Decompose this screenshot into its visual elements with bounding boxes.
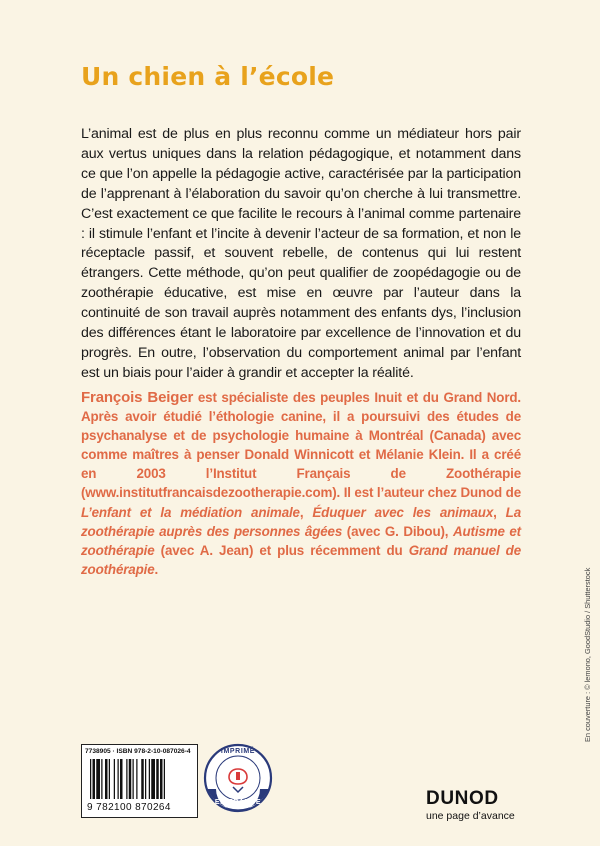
author-bio-text: est spécialiste des peuples Inuit et du Grand Nord. Après avoir étudié l’éthologie canine, il a poursuivi des études de psychanalyse et de psychologie humaine à Montréal (Canada) avec comme maîtres à penser Donald Winnicott et Mélanie Klein. Il a créé en 2003 l’Institut Français de Zoothérapie (www.institutfrancaisdezootherapie.com). Il est l’auteur chez Dunod de	[81, 390, 521, 501]
author-bio: François Beiger est spécialiste des peuples Inuit et du Grand Nord. Après avoir étudié l’éthologie canine, il a poursuivi des études de psychanalyse et de psychologie humaine à Montréal (Canada) avec comme maîtres à penser Donald Winnicott et Mélanie Klein. Il a créé en 2003 l’Institut Français de Zoothérapie (www.institutfrancaisdezootherapie.com). Il est l’auteur chez Dunod de L’enfant et la médiation animale, Éduquer avec les animaux, La zoothérapie auprès des personnes âgées (avec G. Dibou), Autisme et zoothérapie (avec A. Jean) et plus récemment du Grand manuel de zoothérapie.	[81, 389, 521, 577]
book-title-1: L’enfant et la médiation animale	[81, 504, 300, 520]
badge-bottom-text: EN FRANCE	[214, 799, 262, 806]
book-title-2: Éduquer avec les animaux	[312, 504, 494, 520]
publisher-logo: DUNOD	[426, 788, 499, 809]
book-title-4: Autisme et zoothérapie	[81, 523, 521, 558]
barcode-icon	[90, 759, 190, 803]
barcode-box	[81, 744, 198, 818]
publisher-tagline: une page d’avance	[426, 810, 515, 822]
author-name: François Beiger	[81, 389, 194, 406]
book-title-5: Grand manuel de zoothérapie	[81, 542, 521, 577]
book-title: Un chien à l’école	[81, 62, 335, 91]
book-description: L’animal est de plus en plus reconnu comme un médiateur hors pair aux vertus uniques dans la relation pédagogique, et notamment dans ce que l’on appelle la pédagogie active, caractérisée par la participation de l’apprenant à l’élaboration du savoir qu’on cherche à lui transmettre. C’est exactement ce que facilite le recours à l’animal comme partenaire : il stimule l’enfant et l’incite à devenir l’acteur de sa formation, et non le réceptacle passif, et souvent rebelle, de contenus qui lui restent étrangers. Cette méthode, qu’on peut qualifier de zoopédagogie ou de zoothérapie éducative, est mise en œuvre par l’auteur dans la continuité de son travail auprès notamment des enfants dys, l’inclusion des différences étant le laboratoire par excellence de l’innovation et du progrès. En outre, l’observation du comportement animal par l’enfant est un biais pour l’aider à grandir et accepter la réalité.	[81, 126, 521, 381]
cover-credit: En couverture : © lemono, GoodStudio / Shutterstock	[583, 567, 592, 742]
barcode-number: 9 782100 870264	[87, 802, 171, 813]
book-title-3: La zoothérapie auprès des personnes âgées	[81, 504, 521, 539]
isbn-text: 7738905 · ISBN 978-2-10-087026-4	[85, 748, 191, 755]
badge-top-text: IMPRIMÉ	[220, 748, 256, 755]
